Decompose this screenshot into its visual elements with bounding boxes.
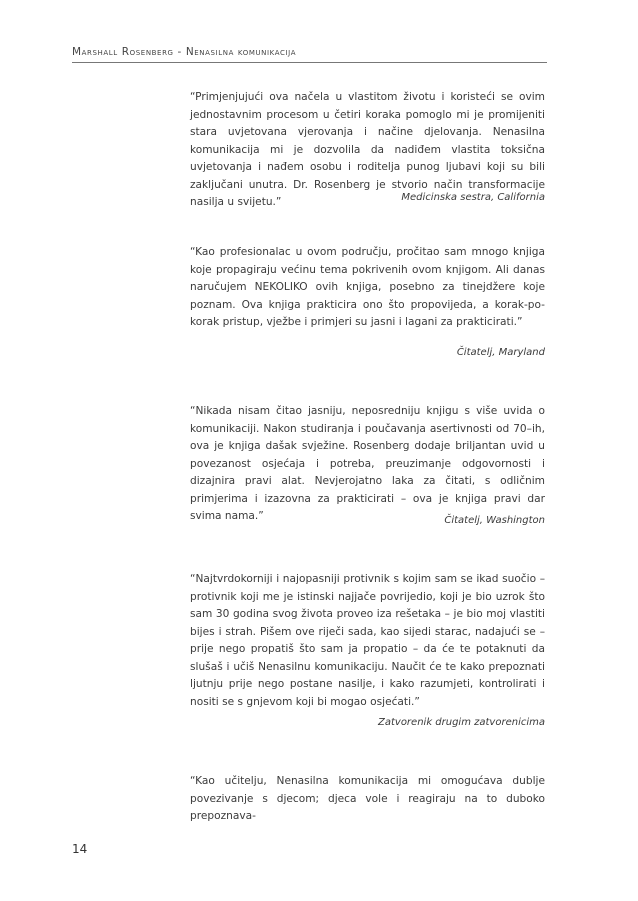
testimonial-attribution: Zatvorenik drugim zatvorenicima <box>378 717 545 728</box>
page-number: 14 <box>72 842 88 856</box>
testimonial-quote: “Kao profesionalac u ovom području, pročitao sam mnogo knjiga koje propagiraju većinu tema pokrivenih ovom knjigom. Ali danas naručujem NEKOLIKO ovih knjiga, posebno za tinejdžere koje poznam. Ova knjiga prakticira ono što propovijeda, a korak-po-korak pristup, vježbe i primjeri su jasni i lagani za prakticirati.” <box>190 246 545 328</box>
testimonial-attribution: Čitatelj, Maryland <box>456 347 545 358</box>
header-divider <box>72 62 547 63</box>
testimonial-attribution: Čitatelj, Washington <box>444 515 545 526</box>
testimonial-quote: “Najtvrdokorniji i najopasniji protivnik s kojim sam se ikad suočio – protivnik koji me je istinski najjače povrijedio, koji je bio uzrok što sam 30 godina svog života proveo iza rešetaka – je bio moj vlastiti bijes i strah. Pišem ove riječi sada, kao sijedi starac, nadajući se – prije nego propatiš što sam ja propatio – da će te potaknuti da slušaš i učiš Nenasilnu komunikaciju. Naučit će te kako prepoznati ljutnju prije nego postane nasilje, i kako razumjeti, kontrolirati i nositi se s gnjevom koji bi mogao osjećati.” <box>190 573 545 708</box>
testimonial-quote: “Primjenjujući ova načela u vlastitom životu i koristeći se ovim jednostavnim procesom u četiri koraka pomoglo mi je promijeniti stara uvjetovana vjerovanja i načine djelovanja. Nenasilna komunikacija mi je dozvolila da nadiđem vlastita toksična uvjetovanja i nađem osobu i roditelja punog ljubavi koji su bili zaključani unutra. Dr. Rosenberg je stvorio način transformacije nasilja u svijetu.” <box>190 91 545 208</box>
testimonial-attribution: Medicinska sestra, California <box>401 192 545 203</box>
testimonial-quote: “Nikada nisam čitao jasniju, neposredniju knjigu s više uvida o komunikaciji. Nakon studiranja i poučavanja asertivnosti od 70–ih, ova je knjiga dašak svježine. Rosenberg dodaje briljantan uvid u povezanost osjećaja i potreba, preuzimanje odgovornosti i dizajnira pravi alat. Nevjerojatno laka za čitati, s odličnim primjerima i izazovna za prakticirati – ova je knjiga pravi dar svima nama.” <box>190 405 545 522</box>
testimonial-quote: “Kao učitelju, Nenasilna komunikacija mi omogućava dublje povezivanje s djecom; djeca vole i reagiraju na to duboko prepoznava- <box>190 775 545 822</box>
running-header: Marshall Rosenberg - Nenasilna komunikacija <box>72 46 297 58</box>
